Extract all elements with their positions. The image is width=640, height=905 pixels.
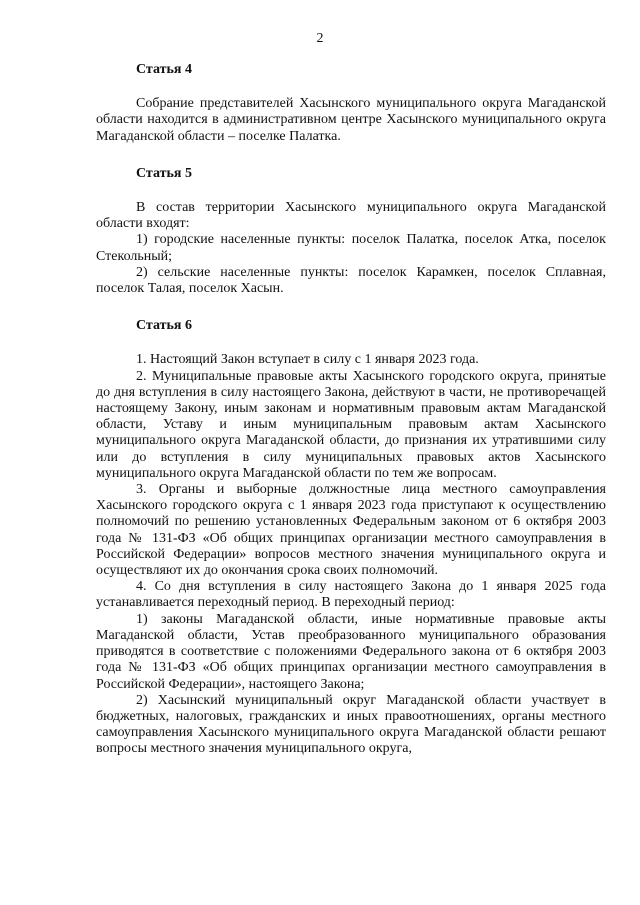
article-paragraph: 1. Настоящий Закон вступает в силу с 1 января 2023 года. bbox=[136, 352, 479, 368]
article-paragraph: 2) Хасынский муниципальный округ Магаданской области участвует в бюджетных, налоговых, гражданских и иных правоотношениях, органы местного самоуправления Хасынского муниципального округа Магаданской области решают вопросы местного значения муниципального округа, bbox=[96, 692, 606, 757]
article-paragraph: 2) сельские населенные пункты: поселок Карамкен, поселок Сплавная, поселок Талая, поселок Хасын. bbox=[96, 264, 606, 297]
article-paragraph: 1) законы Магаданской области, иные нормативные правовые акты Магаданской области, Устав преобразованного муниципального образования приводятся в соответствие с положениями Федерального закона от 6 октября 2003 года № 131-ФЗ «Об общих принципах организации местного самоуправления в Российской Федерации», настоящего Закона; bbox=[96, 611, 606, 692]
article-paragraph: В состав территории Хасынского муниципального округа Магаданской области входят: bbox=[96, 200, 606, 232]
article-6 bbox=[96, 318, 606, 757]
article-paragraph: 2. Муниципальные правовые акты Хасынского городского округа, принятые до дня вступления в силу настоящего Закона, действуют в части, не противоречащей настоящему Закону, иным законам и нормативным правовым актам Магаданской области, Уставу и иным муниципальным правовым актам Хасынского муниципального округа Магаданской области, до признания их утратившими силу или до вступления в силу муниципальных правовых актов Хасынского муниципального округа Магаданской области по тем же вопросам. bbox=[96, 368, 606, 481]
document-body bbox=[96, 62, 606, 758]
page-number: 2 bbox=[316, 31, 324, 46]
article-paragraph: 4. Со дня вступления в силу настоящего Закона до 1 января 2025 года устанавливается переходный период. В переходный период: bbox=[96, 579, 606, 611]
article-title: Статья 6 bbox=[136, 318, 192, 334]
article-paragraph: 1) городские населенные пункты: поселок Палатка, поселок Атка, поселок Стекольный; bbox=[96, 232, 606, 264]
article-5 bbox=[96, 166, 606, 297]
article-paragraph: 3. Органы и выборные должностные лица местного самоуправления Хасынского городского округа с 1 января 2023 года приступают к осуществлению полномочий по решению установленных Федеральным законом от 6 октября 2003 года № 131-ФЗ «Об общих принципах организации местного самоуправления в Российской Федерации» вопросов местного значения муниципального округа и осуществляют их до окончания срока своих полномочий. bbox=[96, 482, 606, 579]
article-paragraph: Собрание представителей Хасынского муниципального округа Магаданской области находится в административном центре Хасынского муниципального округа Магаданской области – поселке Палатка. bbox=[96, 96, 606, 144]
article-title: Статья 5 bbox=[136, 165, 192, 181]
article-title: Статья 4 bbox=[136, 62, 192, 77]
article-4 bbox=[96, 62, 606, 145]
